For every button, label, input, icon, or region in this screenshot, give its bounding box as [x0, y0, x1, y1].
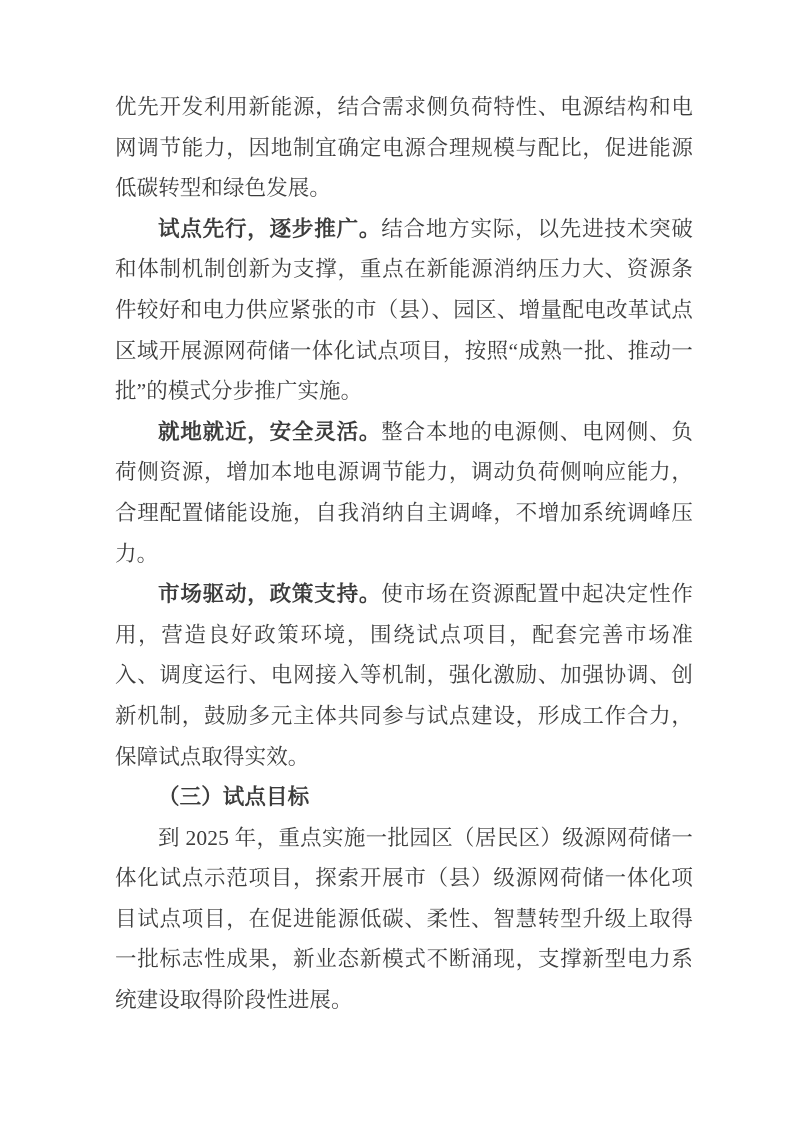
- paragraph-continuation: [115, 87, 693, 209]
- paragraph-lead: 就地就近，安全灵活。: [158, 419, 382, 444]
- paragraph-market-policy: [115, 574, 693, 777]
- paragraph-text: 结合地方实际，以先进技术突破和体制机制创新为支撑，重点在新能源消纳压力大、资源条件较好和电力供应紧张的市（县）、园区、增量配电改革试点区域开展源网荷储一体化试点项目，按照“成熟一批、推动一批”的模式分步推广实施。: [115, 216, 693, 404]
- document-body: [115, 87, 693, 1021]
- section-heading-pilot-goals: （三）试点目标: [158, 785, 310, 810]
- paragraph-2025-goals: [115, 818, 693, 1021]
- paragraph-lead: 试点先行，逐步推广。: [158, 216, 382, 241]
- paragraph-text: 到 2025 年，重点实施一批园区（居民区）级源网荷储一体化试点示范项目，探索开展市（县）级源网荷储一体化项目试点项目，在促进能源低碳、柔性、智慧转型升级上取得一批标志性成果，新业态新模式不断涌现，支撑新型电力系统建设取得阶段性进展。: [115, 825, 693, 1013]
- paragraph-lead: 市场驱动，政策支持。: [158, 582, 382, 607]
- paragraph-text: 优先开发利用新能源，结合需求侧负荷特性、电源结构和电网调节能力，因地制宜确定电源合理规模与配比，促进能源低碳转型和绿色发展。: [115, 95, 693, 201]
- paragraph-pilot-first: [115, 209, 693, 412]
- paragraph-text: 使市场在资源配置中起决定性作用，营造良好政策环境，围绕试点项目，配套完善市场准入、调度运行、电网接入等机制，强化激励、加强协调、创新机制，鼓励多元主体共同参与试点建设，形成工作合力，保障试点取得实效。: [115, 582, 693, 769]
- paragraph-text: 整合本地的电源侧、电网侧、负荷侧资源，增加本地电源调节能力，调动负荷侧响应能力，合理配置储能设施，自我消纳自主调峰，不增加系统调峰压力。: [115, 419, 693, 566]
- paragraph-local-flexible: [115, 412, 693, 574]
